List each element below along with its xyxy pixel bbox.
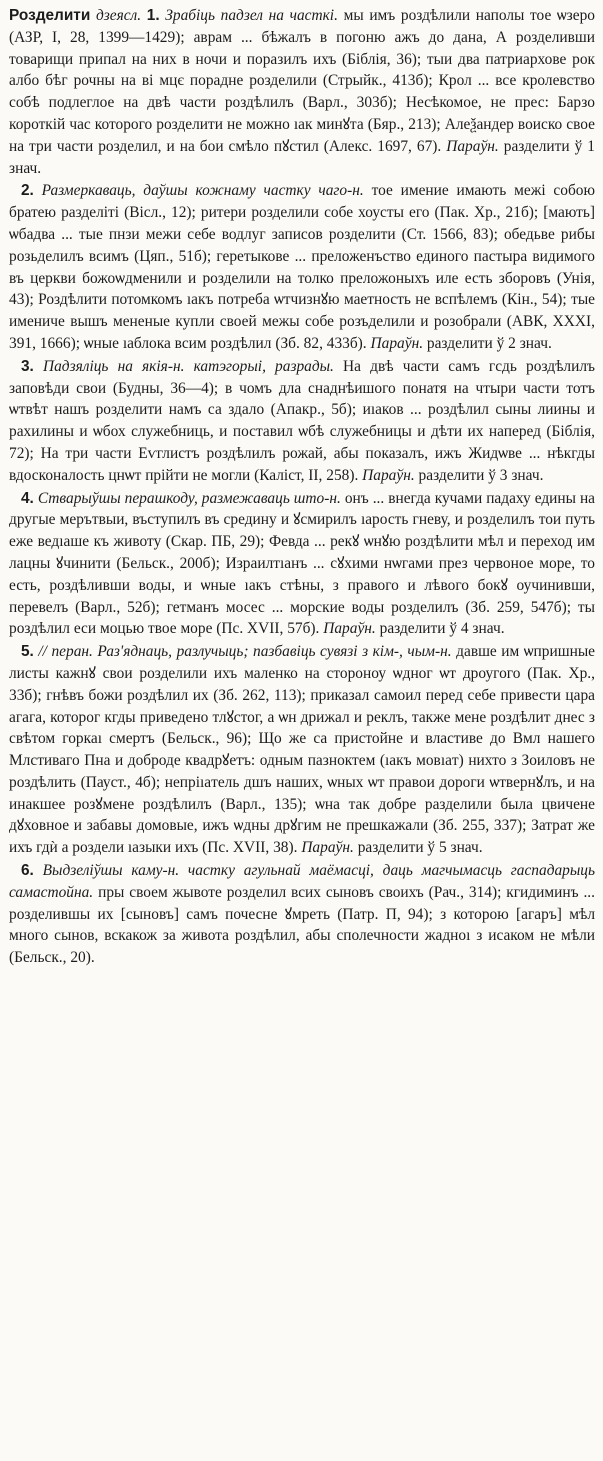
compare-ref: разделити ў 4 знач. [379, 620, 505, 638]
sense-citations: мы имъ роздѣлили наполы тое ѡзеро (АЗР, I, 28, 1399—1429); аврам ... бѣжалъ в погоню ажъ до дана, А розделивши товарищи припал на них в ночи и поразилъ ихъ (Біблія, 36); тыи два патриархове рок албо бѣг рочны на ві мцє порадне розделили (Стрыйк., 413б); Крол ... все кролевство собѣ подлеглое на двѣ части роздѣлилъ (Варл., 303б); Несѣкомое, не прес: Барзо короткій час которого розделити не можно ıaк минꙋта (Бяр., 213); Алеѯандер воиско свое на три части розделил, и на бои смѣло пꙋстил (Алекс. 1697, 67). [9, 7, 595, 155]
sense-number: 1. [146, 7, 160, 24]
compare-label: Параўн. [323, 620, 376, 638]
compare-label: Параўн. [446, 137, 499, 155]
sense-citations: тое имение имають межі собою братею разделіті (Вісл., 12); ритери розделили собе хоусты его (Пак. Хр., 21б); [мають] ѡбадва ... тые пнзи межи себе водлуг записов розделити (Ст. 1566, 83); обедьве рибы розьделилъ всимъ (Цяп., 51б); геретыкове ... преложенъство единого пастыра видимого въ церкви божоѡдменили и розделили на толко преложоныхъ иле есть зборовъ (Унія, 43); Роздѣлити потомкомъ ıaкъ потреба ѡтчизнꙋю маетность не вспѣлемъ (Кін., 54); тые именичe вышъ мененые купли своей межы собе розъделили и розобрали (АВК, XXXI, 391, 1666); ѡные ıaблока всим роздѣлил (Зб. 82, 433б). [9, 182, 595, 352]
part-of-speech: дзеясл. [95, 7, 142, 24]
compare-ref: разделити ў 3 знач. [418, 466, 544, 484]
sense-number: 2. [21, 182, 34, 200]
sense-number: 3. [21, 357, 34, 375]
sense-3 [9, 356, 595, 487]
sense-citations: На двѣ части самъ гсдь роздѣлилъ заповѣди свои (Будны, 36—4); в чомъ дла снаднѣишого понатя на чтыри части тотъ ѡтвѣт нашъ розделити намъ са здало (Апакр., 5б); иıaков ... роздѣлил сыны лиины и рахилины и ѡбох служебниць, и поставил ѡбѣ служебницы и дѣти их наперед (Біблія, 72); На три части Eѵглистъ роздѣлилъ рожай, абы показалъ, ижъ Жидѡве ... нѣкгды вдосконалость цнѡт прійти не могли (Каліст, II, 258). [9, 357, 595, 484]
compare-ref: разделити ў 5 знач. [357, 839, 483, 857]
headword: Розделити [9, 7, 91, 24]
sense-4 [9, 488, 595, 641]
compare-label: Параўн. [301, 839, 354, 857]
compare-label: Параўн. [362, 466, 415, 484]
sense-gloss: Зрабіць падзел на часткі. [165, 7, 338, 24]
sense-number: 4. [21, 489, 34, 507]
sense-gloss: Размеркаваць, даўшы кожнаму частку чаго-н. [41, 182, 364, 200]
sense-5 [9, 641, 595, 859]
sense-citations: пры своем жывоте розделил всих сыновъ своихъ (Рач., 314); кгидиминъ ... розделившы их [сыновъ] самъ почесне ꙋмреть (Патр. П, 94); з которою [агаръ] мѣл много сынов, вскакож за живота роздѣлил, абы сполечности жадноı з исаком не мѣли (Бельск., 20). [9, 883, 595, 967]
sense-citations: онъ ... внегда кучами падаху едины на другые мерътвыи, въступилъ въ средину и ꙋсмирилъ ıaрость гневу, и розделилъ тои путь еже ведıaше къ животу (Скар. ПБ, 29); Февда ... рекꙋ ѡнꙋю роздѣлити мѣл и переход им лацны ꙋчинити (Бельск., 200б); Израилтıaнъ ... сꙋхими нѡгами през червоное море, то есть, роздѣливши воды, и ѡные ıaкъ стѣны, з правого и лѣвого бокꙋ оучинивши, перевелъ (Варл., 52б); гетманъ мосес ... морские воды розделилъ (Зб. 259, 547б); ты роздѣлил еси моцью твое море (Пс. XVII, 57б). [9, 489, 596, 638]
sense-1 [9, 5, 595, 179]
sense-citations: давше им ѡпришные листы кажнꙋ свои розделили ихъ маленко на стороноу ѡдног ѡт дроугого (Пак. Хр., 33б); гнѣвъ божи роздѣлил их (Зб. 262, 113); приказал самоил перед себе привести цара агага, которог кгды приведено тлꙋстог, а ѡн дрижал и реклъ, также мене роздѣлит днес з свѣтом горкаı смертъ (Бельск., 96); Що же са пристойне и властиве до Вмл нашего Млстиваго Пна и доброде квадрꙋетъ: одным пазноктем (ıaкъ мовıaт) нихто з Зоиловъ не роздѣлить (Пауст., 4б); непріıaтель дшъ наших, ѡных ѡт правои дороги ѡтвернꙋлъ, и на инакшее розꙋмене роздѣлилъ (Варл., 135); ѡна так добре разделили была цвичене дꙋховное и забавы домовые, ижъ ѡдны дрꙋгим не прешкажали (Зб. 255, 337); Затрат же ихъ гдѝ а роздели ıaзыки ихъ (Пс. XVII, 38). [9, 643, 595, 857]
sense-6 [9, 860, 595, 969]
compare-label: Параўн. [370, 334, 424, 352]
sense-number: 5. [21, 643, 34, 661]
sense-gloss: Выдзеліўшы каму-н. частку агульнай маёмасці, даць магчымасць гаспадарыць самастойна. [9, 862, 595, 901]
sense-gloss: Падзяліць на якія-н. катэгорыі, разрады. [42, 357, 334, 375]
sense-gloss: Стварыўшы перашкоду, размежаваць што-н. [37, 489, 341, 507]
compare-ref: разделити ў 2 знач. [426, 334, 552, 352]
compare-ref: разделити ў 1 знач. [9, 137, 595, 177]
sense-number: 6. [21, 862, 34, 880]
sense-2 [9, 180, 595, 354]
sense-gloss: // перан. Раз'яднаць, разлучыць; пазбавіць сувязі з кім-, чым-н. [38, 643, 452, 661]
